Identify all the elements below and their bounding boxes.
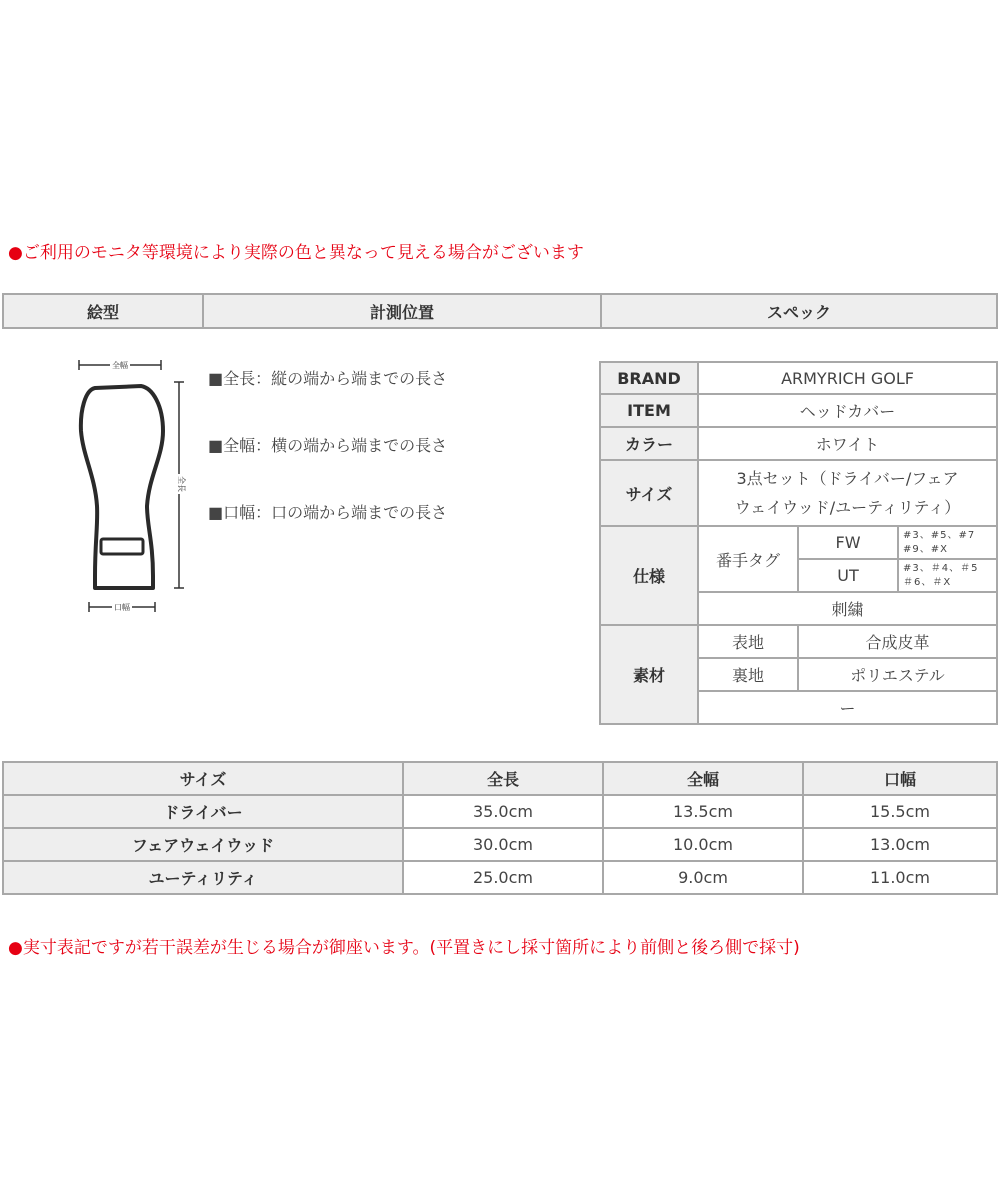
spec-size-label: サイズ [600,460,698,526]
spec-brand-label: BRAND [600,362,698,394]
spec-size-value [698,460,997,526]
spec-tag-label: 番手タグ [698,526,798,592]
size-row-label: ユーティリティ [3,861,403,894]
spec-color-value: ホワイト [698,427,997,460]
size-cell: 9.0cm [603,861,803,894]
spec-embroidery: 刺繍 [698,592,997,625]
spec-fw-label: FW [798,526,898,559]
spec-table [599,361,998,725]
header-spec: スペック [601,294,997,328]
spec-fw-value [898,526,997,559]
headcover-diagram [75,356,190,616]
size-table [2,761,998,895]
size-cell: 13.5cm [603,795,803,828]
spec-other-value: ー [698,691,997,724]
size-cell: 30.0cm [403,828,603,861]
spec-lining-label: 裏地 [698,658,798,691]
size-header-size: サイズ [3,762,403,795]
size-cell: 11.0cm [803,861,997,894]
size-cell: 15.5cm [803,795,997,828]
width-label: 全幅 [112,361,128,370]
spec-fw-value-line-2: #9、#X [903,543,948,555]
spec-item-value: ヘッドカバー [698,394,997,427]
mouth-label: 口幅 [114,603,130,612]
header-measure-position: 計測位置 [203,294,601,328]
color-disclaimer: ●ご利用のモニタ等環境により実際の色と異なって見える場合がございます [8,243,584,263]
header-illustration: 絵型 [3,294,203,328]
size-cell: 25.0cm [403,861,603,894]
size-row-label: ドライバー [3,795,403,828]
measure-mouth: ■口幅：口の端から端までの長さ [208,503,448,522]
spec-ut-value-line-2: ＃6、＃X [903,576,952,588]
size-cell: 13.0cm [803,828,997,861]
spec-outer-value: 合成皮革 [798,625,997,658]
spec-ut-value [898,559,997,592]
size-table-header-row [3,762,997,795]
table-row [3,861,997,894]
spec-lining-value: ポリエステル [798,658,997,691]
size-row-label: フェアウェイウッド [3,828,403,861]
spec-ut-label: UT [798,559,898,592]
spec-item-label: ITEM [600,394,698,427]
length-label: 全長 [177,476,186,492]
size-header-mouth: 口幅 [803,762,997,795]
measurement-disclaimer: ●実寸表記ですが若干誤差が生じる場合が御座います。(平置きにし採寸箇所により前側と後ろ側で採寸) [8,938,800,958]
size-cell: 35.0cm [403,795,603,828]
spec-material-label: 素材 [600,625,698,724]
spec-size-line-2: ウェイウッド/ユーティリティ） [734,498,961,517]
size-header-length: 全長 [403,762,603,795]
table-row [3,795,997,828]
spec-size-line-1: 3点セット（ドライバー/フェア [736,469,959,488]
table-row [3,828,997,861]
spec-fw-value-line-1: #3、#5、#7 [903,529,976,541]
measure-width: ■全幅：横の端から端までの長さ [208,436,448,455]
spec-shiyou-label: 仕様 [600,526,698,625]
measure-length: ■全長：縦の端から端までの長さ [208,369,448,388]
spec-color-label: カラー [600,427,698,460]
section-header-table [2,293,998,329]
spec-outer-label: 表地 [698,625,798,658]
size-cell: 10.0cm [603,828,803,861]
spec-ut-value-line-1: #3、＃4、＃5 [903,562,979,574]
size-header-width: 全幅 [603,762,803,795]
spec-brand-value: ARMYRICH GOLF [698,362,997,394]
